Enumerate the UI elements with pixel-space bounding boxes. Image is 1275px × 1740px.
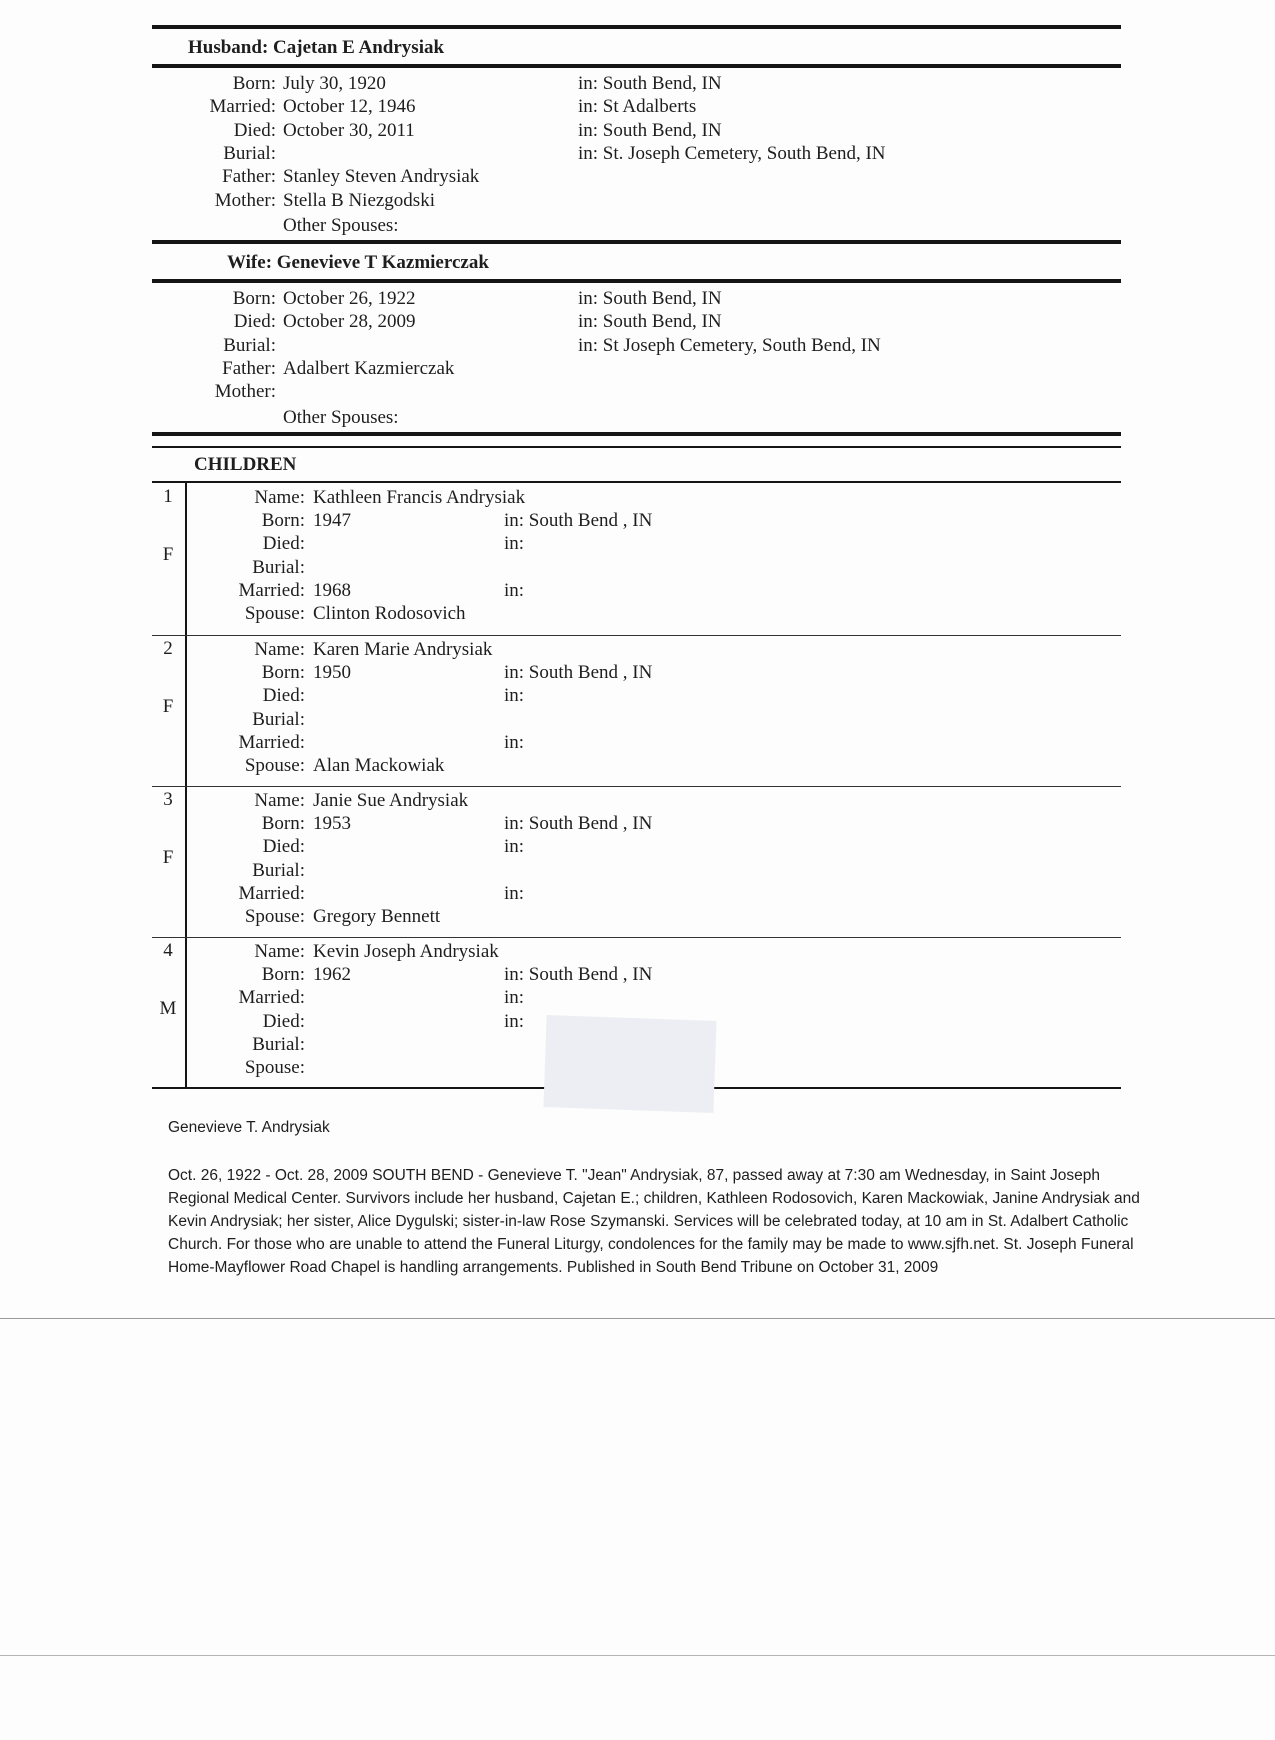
obituary-title: Genevieve T. Andrysiak bbox=[168, 1119, 330, 1136]
husband-label: Father: bbox=[222, 166, 276, 188]
husband-place: in: South Bend, IN bbox=[578, 119, 722, 141]
wife-place: in: South Bend, IN bbox=[578, 288, 722, 309]
child-label: Born: bbox=[261, 964, 305, 986]
children-top-rule bbox=[152, 432, 1121, 436]
child-separator bbox=[152, 635, 1121, 636]
husband-label: Born: bbox=[232, 73, 276, 94]
child-label: Born: bbox=[261, 813, 305, 835]
children-column-divider bbox=[185, 482, 187, 1088]
wife-place: in: South Bend, IN bbox=[578, 311, 722, 333]
child-place: in: South Bend , IN bbox=[504, 510, 653, 532]
child-place: in: bbox=[504, 987, 525, 1009]
child-label: Married: bbox=[238, 579, 305, 601]
husband-label: Mother: bbox=[214, 189, 276, 211]
husband-place: in: St. Joseph Cemetery, South Bend, IN bbox=[578, 142, 886, 164]
child-label: Died: bbox=[262, 533, 305, 555]
child-value: 1962 bbox=[313, 964, 351, 986]
husband-rule bbox=[152, 64, 1121, 68]
child-place: in: South Bend , IN bbox=[504, 662, 653, 684]
wife-value: Adalbert Kazmierczak bbox=[283, 357, 455, 379]
child-label: Married: bbox=[238, 987, 305, 1009]
child-label: Spouse: bbox=[244, 755, 305, 776]
wife-label: Born: bbox=[232, 288, 276, 309]
child-place: in: bbox=[504, 685, 525, 707]
husband-value: October 12, 1946 bbox=[283, 96, 416, 118]
child-sex: F bbox=[162, 696, 174, 717]
wife-value: October 26, 1922 bbox=[283, 288, 416, 309]
child-value: 1968 bbox=[313, 579, 351, 601]
husband-place: in: South Bend, IN bbox=[578, 73, 722, 94]
child-label: Spouse: bbox=[244, 603, 305, 624]
husband-value: July 30, 1920 bbox=[283, 73, 386, 94]
child-number: 2 bbox=[163, 638, 173, 659]
wife-top-rule bbox=[152, 240, 1121, 244]
husband-value: Stella B Niezgodski bbox=[283, 189, 435, 211]
child-number: 3 bbox=[163, 789, 173, 810]
husband-other-spouses: Other Spouses: bbox=[283, 215, 399, 236]
wife-value: October 28, 2009 bbox=[283, 311, 416, 333]
child-label: Married: bbox=[238, 731, 305, 753]
husband-value: October 30, 2011 bbox=[283, 119, 415, 141]
child-place: in: bbox=[504, 1010, 525, 1032]
child-number: 1 bbox=[163, 486, 173, 507]
child-label: Married: bbox=[238, 882, 305, 904]
child-value: 1947 bbox=[313, 510, 351, 532]
child-place: in: bbox=[504, 836, 525, 858]
child-label: Burial: bbox=[252, 556, 305, 578]
scan-smudge bbox=[543, 1015, 716, 1113]
child-number: 4 bbox=[163, 940, 173, 961]
husband-label: Married: bbox=[209, 96, 276, 118]
wife-label: Father: bbox=[222, 357, 276, 379]
child-label: Burial: bbox=[252, 1033, 305, 1055]
husband-label: Burial: bbox=[223, 142, 276, 164]
child-label: Spouse: bbox=[244, 1057, 305, 1078]
child-label: Name: bbox=[254, 487, 305, 508]
child-value: Alan Mackowiak bbox=[313, 755, 445, 776]
wife-label: Burial: bbox=[223, 334, 276, 356]
child-label: Burial: bbox=[252, 859, 305, 881]
scan-fold-line-2 bbox=[0, 1655, 1275, 1656]
husband-place: in: St Adalberts bbox=[578, 96, 697, 118]
children-top-rule-2 bbox=[152, 446, 1121, 448]
child-place: in: bbox=[504, 579, 525, 601]
child-label: Name: bbox=[254, 941, 305, 962]
husband-value: Stanley Steven Andrysiak bbox=[283, 166, 480, 188]
child-value: Janie Sue Andrysiak bbox=[313, 790, 469, 811]
child-value: Kathleen Francis Andrysiak bbox=[313, 487, 526, 508]
child-value: Clinton Rodosovich bbox=[313, 603, 466, 624]
children-heading: CHILDREN bbox=[194, 454, 297, 475]
child-label: Born: bbox=[261, 510, 305, 532]
child-place: in: bbox=[504, 882, 525, 904]
wife-rule bbox=[152, 279, 1121, 283]
child-value: 1953 bbox=[313, 813, 351, 835]
child-place: in: South Bend , IN bbox=[504, 813, 653, 835]
child-place: in: bbox=[504, 731, 525, 753]
wife-label: Mother: bbox=[214, 381, 276, 403]
child-label: Name: bbox=[254, 639, 305, 660]
children-heading-rule bbox=[152, 481, 1121, 483]
child-sex: F bbox=[162, 847, 174, 868]
scan-fold-line bbox=[0, 1318, 1275, 1319]
husband-label: Died: bbox=[233, 119, 276, 141]
child-sex: F bbox=[162, 544, 174, 565]
top-rule bbox=[152, 25, 1121, 29]
child-label: Died: bbox=[262, 685, 305, 707]
husband-heading: Husband: Cajetan E Andrysiak bbox=[188, 37, 445, 58]
child-place: in: South Bend , IN bbox=[504, 964, 653, 986]
obituary-text: Oct. 26, 1922 - Oct. 28, 2009 SOUTH BEND - Genevieve T. "Jean" Andrysiak, 87, passed away at 7:30 am Wednesday, in Saint Joseph Regional Medical Center. Survivors include her husband, Cajetan E.; children, Kathleen Rodosovich, Karen Mackowiak, Janine Andrysiak and Kevin Andrysiak; her sister, Alice Dygulski; sister-in-law Rose Szymanski. Services will be celebrated today, at 10 am in St. Adalbert Catholic Church. For those who are unable to attend the Funeral Liturgy, condolences for the family may be made to www.sjfh.net. St. Joseph Funeral Home-Mayflower Road Chapel is handling arrangements. Published in South Bend Tribune on October 31, 2009 bbox=[168, 1167, 1140, 1276]
child-label: Name: bbox=[254, 790, 305, 811]
child-place: in: bbox=[504, 533, 525, 555]
child-separator bbox=[152, 786, 1121, 787]
wife-other-spouses: Other Spouses: bbox=[283, 407, 399, 428]
child-label: Burial: bbox=[252, 708, 305, 730]
child-value: Karen Marie Andrysiak bbox=[313, 639, 493, 660]
wife-place: in: St Joseph Cemetery, South Bend, IN bbox=[578, 334, 881, 356]
child-label: Died: bbox=[262, 1010, 305, 1032]
wife-label: Died: bbox=[233, 311, 276, 333]
child-value: Gregory Bennett bbox=[313, 906, 441, 927]
child-label: Spouse: bbox=[244, 906, 305, 927]
child-label: Died: bbox=[262, 836, 305, 858]
child-separator bbox=[152, 937, 1121, 938]
child-label: Born: bbox=[261, 662, 305, 684]
child-value: 1950 bbox=[313, 662, 351, 684]
wife-heading: Wife: Genevieve T Kazmierczak bbox=[227, 252, 489, 273]
child-sex: M bbox=[159, 998, 177, 1019]
child-value: Kevin Joseph Andrysiak bbox=[313, 941, 499, 962]
